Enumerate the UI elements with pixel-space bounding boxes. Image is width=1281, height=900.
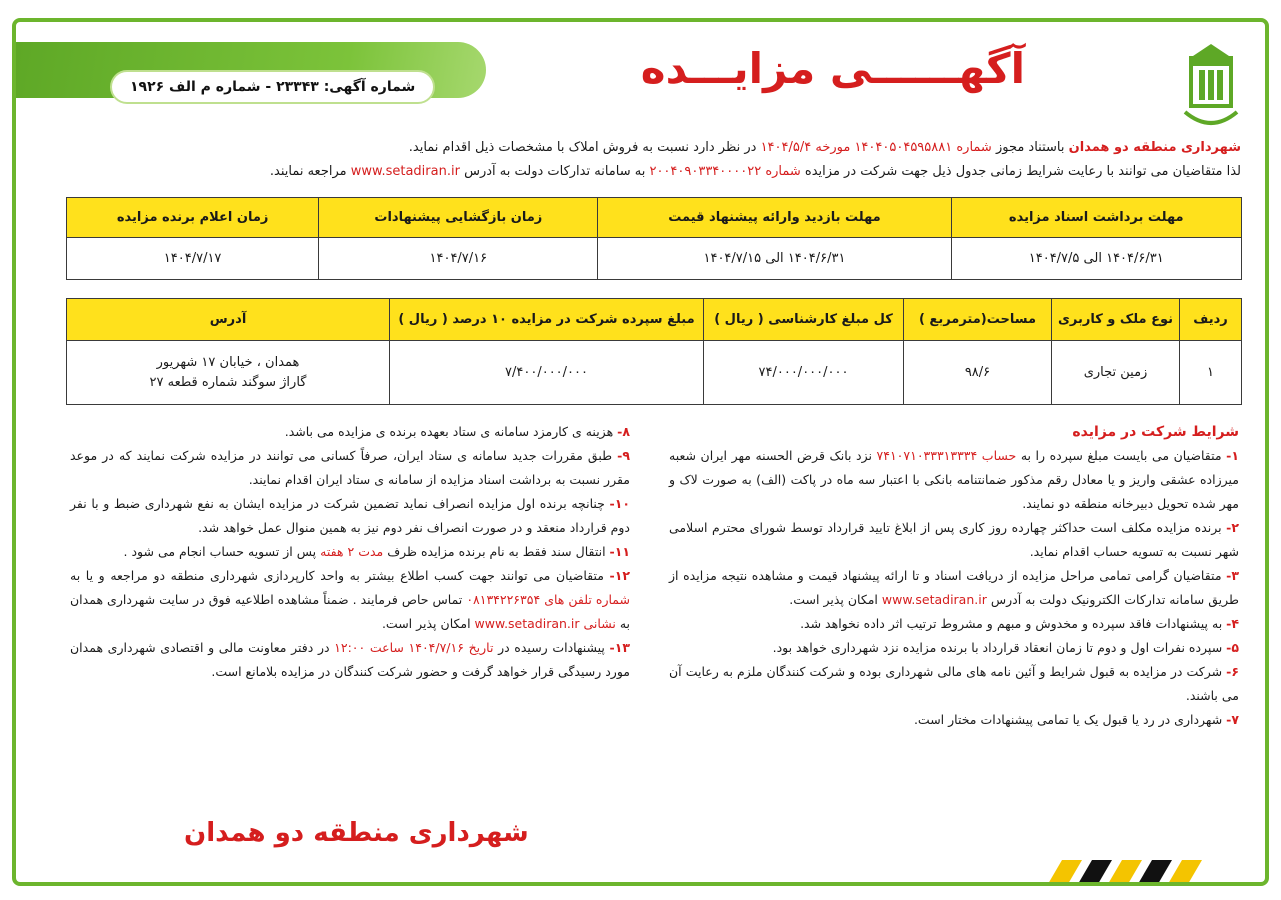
opening-date: تاریخ ۱۴۰۴/۷/۱۶ ساعت ۱۲:۰۰ [334,640,494,655]
page-title [641,44,1025,93]
property-table [66,298,1242,405]
schedule-value-row [67,238,1242,280]
schedule-value-cell: ۱۴۰۴/۶/۳۱ الی ۱۴۰۴/۷/۱۵ [598,238,951,280]
schedule-value-cell: ۱۴۰۴/۶/۳۱ الی ۱۴۰۴/۷/۵ [951,238,1242,280]
decorative-stripes-icon [1048,860,1208,884]
intro-text-1b: باستناد مجوز [991,140,1069,155]
condition-3 [669,564,1239,612]
condition-number: ۹- [617,448,630,463]
intro-text-2a: لذا متقاضیان می توانند با رعایت شرایط زمانی جدول ذیل جهت شرکت در مزایده [800,164,1241,179]
conditions-column-right [669,420,1239,732]
condition-text: انتقال سند فقط به نام برنده مزایده ظرف [383,544,610,559]
bank-account: حساب ۷۴۱۰۷۱۰۳۳۳۱۳۳۳۴ [876,448,1017,463]
signature: شهرداری منطقه دو همدان [184,818,529,848]
condition-text: امکان پذیر است. [381,616,475,631]
auction-number: شماره ۲۰۰۴۰۹۰۳۳۴۰۰۰۰۲۲ [649,164,801,179]
schedule-header-cell: زمان اعلام برنده مزایده [67,198,319,238]
condition-number: ۱۰- [609,496,630,511]
municipality-logo-icon [1179,42,1243,138]
property-address [67,341,390,405]
intro-text-2e: مراجعه نمایند. [269,164,351,179]
condition-13 [70,636,630,684]
schedule-table [66,197,1242,280]
property-header-cell: مساحت(مترمربع ) [904,299,1052,341]
address-line-2: گاراژ سوگند شماره قطعه ۲۷ [149,374,307,390]
header [16,28,1265,140]
condition-12 [70,564,630,636]
condition-text: متقاضیان می توانند جهت کسب اطلاع بیشتر به واحد کارپردازی شهرداری منطقه دو مراجعه و یا به [70,568,610,583]
condition-text: تماس حاص فرمایند . ضمناً مشاهده اطلاعیه فوق در سایت شهرداری همدان به [70,592,630,631]
setad-link[interactable]: www.setadiran.ir [350,164,460,179]
condition-10 [70,492,630,540]
condition-number: ۷- [1226,712,1239,727]
condition-2 [669,516,1239,564]
property-area: ۹۸/۶ [904,341,1052,405]
permit-number: شماره ۱۴۰۴۰۵۰۴۵۹۵۸۸۱ مورخه ۱۴۰۴/۵/۴ [760,140,992,155]
setad-link[interactable]: www.setadiran.ir [881,592,987,607]
condition-number: ۱- [1226,448,1239,463]
ad-reference-number: شماره آگهی: ۲۳۳۴۳ - شماره م الف ۱۹۲۶ [110,70,435,104]
property-header-cell: کل مبلغ کارشناسی ( ریال ) [704,299,904,341]
condition-text: متقاضیان می بایست مبلغ سپرده را به [1016,448,1227,463]
conditions-column-left [70,420,630,684]
condition-7 [669,708,1239,732]
condition-number: ۱۱- [609,544,630,559]
intro-text [46,136,1241,184]
property-header-cell: آدرس [67,299,390,341]
title-text: آگهــــــی مزایـــده [640,44,1025,93]
conditions-title: شرایط شرکت در مزایده [1072,424,1239,440]
intro-text-2c: به سامانه تدارکات دولت به آدرس [459,164,650,179]
address-line-1: همدان ، خیابان ۱۷ شهریور [156,354,300,370]
condition-text: امکان پذیر است. [789,592,882,607]
condition-number: ۱۳- [609,640,630,655]
property-appraisal: ۷۴/۰۰۰/۰۰۰/۰۰۰ [704,341,904,405]
condition-4 [669,612,1239,636]
condition-text: متقاضیان گرامی تمامی مراحل مزایده از دریافت اسناد و تا ارائه پیشنهاد قیمت و مشاهده نتیجه مزایده از طریق سامانه تدارکات الکترونیک دولت به آدرس [669,568,1239,607]
property-header-cell: ردیف [1180,299,1242,341]
property-index: ۱ [1180,341,1242,405]
condition-8 [70,420,630,444]
property-header-cell: مبلغ سپرده شرکت در مزایده ۱۰ درصد ( ریال ) [390,299,704,341]
condition-text: هزینه ی کارمزد سامانه ی ستاد بعهده برنده ی مزایده می باشد. [284,424,618,439]
condition-text: پس از تسویه حساب انجام می شود . [123,544,321,559]
condition-6 [669,660,1239,708]
condition-5 [669,636,1239,660]
condition-text: برنده مزایده مکلف است حداکثر چهارده روز کاری پس از ابلاغ تایید قرارداد توسط شورای محترم اسلامی شهر نسبت به تسویه حساب اقدام نماید. [669,520,1239,559]
intro-line-2 [46,160,1241,184]
condition-number: ۸- [617,424,630,439]
condition-number: ۱۲- [609,568,630,583]
advertisement-frame [12,18,1269,886]
transfer-period: مدت ۲ هفته [320,544,384,559]
website-link[interactable]: نشانی www.setadiran.ir [474,616,616,631]
condition-9 [70,444,630,492]
intro-text-1d: در نظر دارد نسبت به فروش املاک با مشخصات ذیل اقدام نماید. [408,140,761,155]
property-header-row [67,299,1242,341]
intro-line-1 [46,136,1241,160]
condition-number: ۴- [1226,616,1239,631]
condition-text: چنانچه برنده اول مزایده انصراف نماید تضمین شرکت در مزایده ایشان به نفع شهرداری ضبط و با نفر دوم قرارداد منعقد و در صورت انصراف نفر دوم نیز به همین منوال عمل خواهد شد. [70,496,630,535]
condition-number: ۳- [1226,568,1239,583]
property-deposit: ۷/۴۰۰/۰۰۰/۰۰۰ [390,341,704,405]
schedule-value-cell: ۱۴۰۴/۷/۱۶ [319,238,598,280]
schedule-header-row [67,198,1242,238]
condition-number: ۵- [1226,640,1239,655]
phone-number: شماره تلفن های ۰۸۱۳۴۲۲۶۳۵۴ [466,592,630,607]
condition-text: به پیشنهادات فاقد سپرده و مخدوش و مبهم و مشروط ترتیب اثر داده نخواهد شد. [800,616,1227,631]
property-row [67,341,1242,405]
schedule-header-cell: زمان بازگشایی پیشنهادات [319,198,598,238]
condition-text: نزد بانک قرض الحسنه مهر ایران شعبه میرزاده عشقی واریز و یا معادل رقم مذکور ضمانتنامه بانکی با اعتبار سه ماه در پاکت (الف) به صورت لاک و مهر شده تحویل دبیرخانه منطقه دو نمایند. [669,448,1239,511]
condition-text: طبق مقررات جدید سامانه ی ستاد ایران، صرفاً کسانی می توانند در مزایده شرکت نمایند که در موعد مقرر نسبت به برداشت اسناد مزایده از سامانه ی ستاد ایران اقدام نمایند. [70,448,630,487]
condition-text: پیشنهادات رسیده در [493,640,610,655]
condition-text: شرکت در مزایده به قبول شرایط و آئین نامه های مالی شهرداری بوده و شرکت کنندگان ملزم به رعایت آن می باشند. [669,664,1239,703]
condition-text: سپرده نفرات اول و دوم تا زمان انعقاد قرارداد با برنده مزایده نزد شهرداری خواهد بود. [772,640,1227,655]
condition-1 [669,444,1239,516]
schedule-value-cell: ۱۴۰۴/۷/۱۷ [67,238,319,280]
property-type: زمین تجاری [1052,341,1180,405]
condition-number: ۶- [1226,664,1239,679]
condition-text: شهرداری در رد یا قبول یک یا تمامی پیشنهادات مختار است. [913,712,1227,727]
property-header-cell: نوع ملک و کاربری [1052,299,1180,341]
condition-number: ۲- [1226,520,1239,535]
schedule-header-cell: مهلت برداشت اسناد مزایده [951,198,1242,238]
condition-text: در دفتر معاونت مالی و اقتصادی شهرداری همدان مورد رسیدگی قرار خواهد گرفت و حضور شرکت کنندگان در مزایده بلامانع است. [70,640,630,679]
issuer-name: شهرداری منطقه دو همدان [1068,140,1241,155]
schedule-header-cell: مهلت بازدید وارائه پیشنهاد قیمت [598,198,951,238]
condition-11 [70,540,630,564]
